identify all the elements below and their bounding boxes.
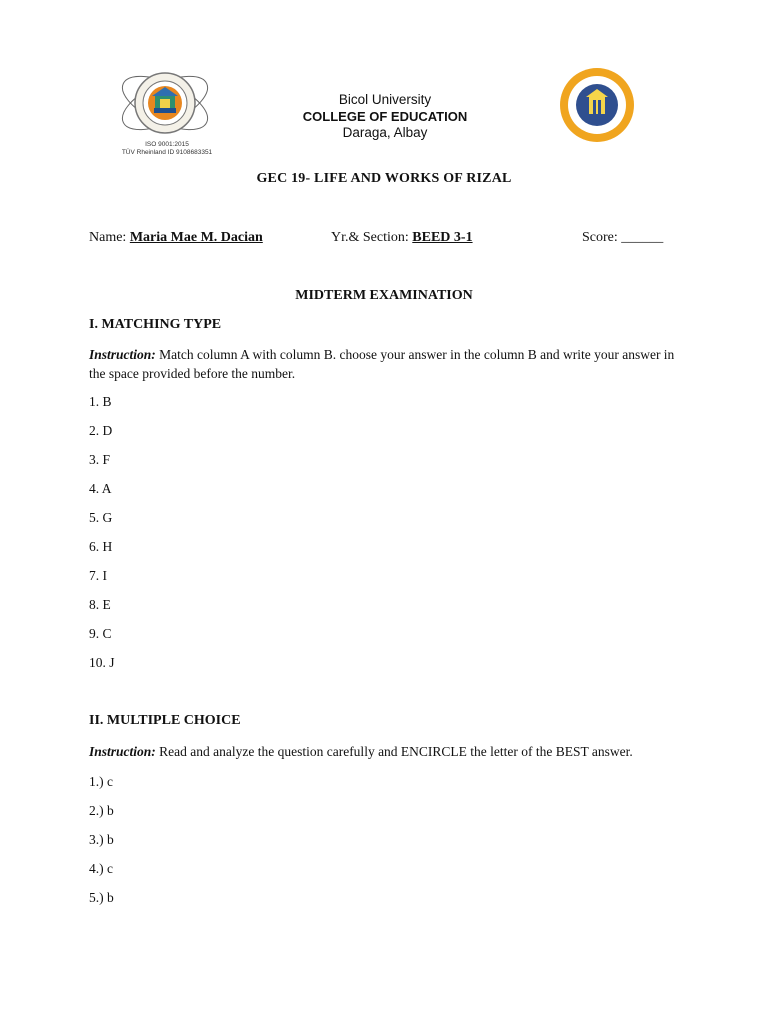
student-name-field: [89, 230, 263, 246]
section-value: BEED 3-1: [412, 230, 473, 245]
course-title: GEC 19- LIFE AND WORKS OF RIZAL: [256, 171, 512, 186]
list-item: 4.) c: [89, 861, 113, 876]
list-item: 3.) b: [89, 832, 114, 847]
name-value: Maria Mae M. Dacian: [129, 230, 263, 245]
university-name: Bicol University: [338, 92, 432, 107]
score-field: [582, 230, 663, 246]
campus-location: Daraga, Albay: [342, 125, 428, 140]
matching-instruction: [89, 345, 689, 383]
iso-line-1: ISO 9001:2015: [145, 141, 189, 148]
matching-instruction-label: Instruction:: [89, 347, 156, 362]
name-label: Name:: [89, 230, 127, 245]
college-name: COLLEGE OF EDUCATION: [302, 109, 468, 124]
list-item: 8. E: [89, 597, 111, 612]
matching-instruction-text: Match column A with column B. choose your answer in the column B and write your answer in the space provided before the number.: [89, 347, 675, 381]
list-item: 3. F: [89, 452, 111, 467]
institution-header: [250, 92, 520, 141]
list-item: 7. I: [89, 568, 107, 583]
section-field: [331, 230, 473, 246]
list-item: 6. H: [89, 539, 113, 554]
list-item: 1. B: [89, 394, 112, 409]
multiple-choice-instruction: [89, 742, 689, 761]
list-item: 9. C: [89, 626, 112, 641]
list-item: 10. J: [89, 655, 115, 670]
iso-line-2: TÜV Rheinland ID 9108683351: [121, 149, 213, 156]
college-of-education-logo: [558, 66, 636, 144]
iso-certification: [112, 141, 222, 157]
multiple-choice-heading: II. MULTIPLE CHOICE: [89, 713, 241, 728]
score-value: ______: [621, 230, 664, 245]
list-item: 2. D: [89, 423, 113, 438]
exam-title: MIDTERM EXAMINATION: [295, 288, 473, 303]
list-item: 4. A: [89, 481, 112, 496]
section-label: Yr.& Section:: [331, 230, 409, 245]
matching-answers: [89, 394, 115, 684]
matching-type-heading: I. MATCHING TYPE: [89, 317, 222, 332]
multiple-choice-answers: [89, 774, 114, 919]
bicol-university-logo: [116, 64, 214, 142]
score-label: Score:: [582, 230, 618, 245]
multiple-choice-instruction-text: Read and analyze the question carefully and ENCIRCLE the letter of the BEST answer.: [155, 744, 633, 759]
list-item: 1.) c: [89, 774, 113, 789]
list-item: 5. G: [89, 510, 113, 525]
multiple-choice-instruction-label: Instruction:: [89, 744, 156, 759]
list-item: 2.) b: [89, 803, 114, 818]
list-item: 5.) b: [89, 890, 114, 905]
